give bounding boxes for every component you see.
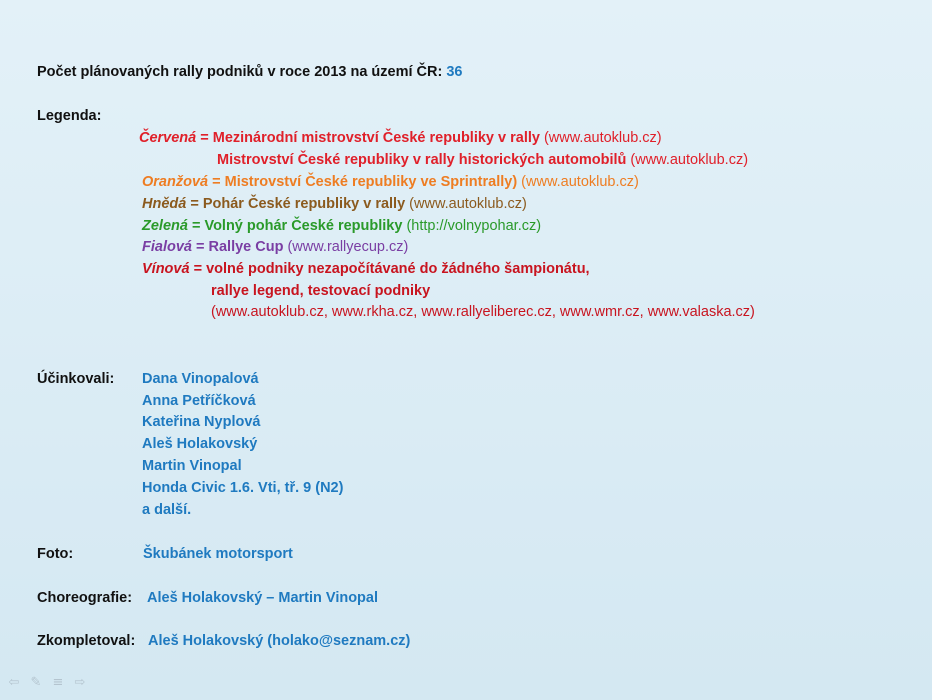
legend-red-eq: = (196, 130, 213, 146)
legend-wine-eq: = (189, 261, 207, 277)
slide-nav (6, 676, 88, 690)
legend-purple-name: Fialová (142, 239, 192, 255)
legend-title: Legenda: (37, 108, 102, 124)
legend-orange-eq: = (208, 174, 225, 190)
compiled-label: Zkompletoval: (37, 633, 136, 649)
legend-brown-url: (www.autoklub.cz) (405, 196, 527, 212)
legend-orange (142, 173, 639, 191)
legend-brown-name: Hnědá (142, 196, 187, 212)
legend-brown (142, 195, 527, 213)
legend-brown-eq: = (186, 196, 203, 212)
legend-brown-desc: Pohár České republiky v rally (202, 196, 406, 212)
legend-green-eq: = (187, 218, 205, 234)
cast-item: a další. (142, 502, 192, 518)
legend-wine-name: Vínová (142, 261, 190, 277)
legend-purple-desc: Rallye Cup (208, 239, 284, 255)
legend-green-name: Zelená (142, 218, 188, 234)
cast-item: Honda Civic 1.6. Vti, tř. 9 (N2) (142, 480, 344, 496)
cast-item: Kateřina Nyplová (142, 414, 261, 430)
legend-red (139, 129, 662, 147)
legend-red-desc: Mezinárodní mistrovství České republiky v rally (212, 130, 540, 146)
pen-icon[interactable]: ✎ (30, 675, 42, 690)
legend-orange-name: Oranžová (142, 174, 209, 190)
legend-purple-eq: = (191, 239, 209, 255)
menu-icon[interactable]: ≡ (52, 675, 64, 690)
legend-orange-desc: Mistrovství České republiky ve Sprintrally) (224, 174, 518, 190)
next-slide-icon[interactable]: ⇨ (74, 675, 86, 690)
legend-purple (142, 238, 408, 256)
compiled-value: Aleš Holakovský (holako@seznam.cz) (148, 633, 411, 649)
previous-slide-icon[interactable]: ⇦ (8, 675, 20, 690)
legend-red-url: (www.autoklub.cz) (539, 130, 662, 146)
event-count: 36 (446, 64, 463, 80)
cast-item: Dana Vinopalová (142, 371, 259, 387)
legend-wine (142, 260, 590, 278)
cast-item: Anna Petříčková (142, 393, 256, 409)
cast-item: Martin Vinopal (142, 458, 242, 474)
legend-wine-desc2: rallye legend, testovací podniky (211, 283, 431, 299)
photo-label: Foto: (37, 546, 74, 562)
legend-red-name: Červená (139, 130, 197, 146)
legend-red2-url: (www.autoklub.cz) (626, 152, 749, 168)
cast-item: Aleš Holakovský (142, 436, 258, 452)
legend-wine-urls: (www.autoklub.cz, www.rkha.cz, www.rallyeliberec.cz, www.wmr.cz, www.valaska.cz) (211, 304, 755, 320)
legend-green-desc: Volný pohár České republiky (204, 218, 403, 234)
legend-green (142, 217, 541, 235)
choreo-value: Aleš Holakovský – Martin Vinopal (147, 590, 379, 606)
legend-red2 (217, 151, 748, 169)
choreo-label: Choreografie: (37, 590, 133, 606)
legend-green-url: (http://volnypohar.cz) (402, 218, 542, 234)
legend-orange-url: (www.autoklub.cz) (517, 174, 639, 190)
legend-red2-desc: Mistrovství České republiky v rally historických automobilů (217, 152, 627, 168)
photo-value: Škubánek motorsport (143, 546, 293, 562)
heading-label: Počet plánovaných rally podniků v roce 2013 na území ČR: (37, 64, 447, 80)
legend-wine-desc: volné podniky nezapočítávané do žádného šampionátu, (206, 261, 590, 277)
legend-purple-url: (www.rallyecup.cz) (283, 239, 409, 255)
heading (37, 63, 463, 81)
cast-label: Účinkovali: (37, 371, 115, 387)
